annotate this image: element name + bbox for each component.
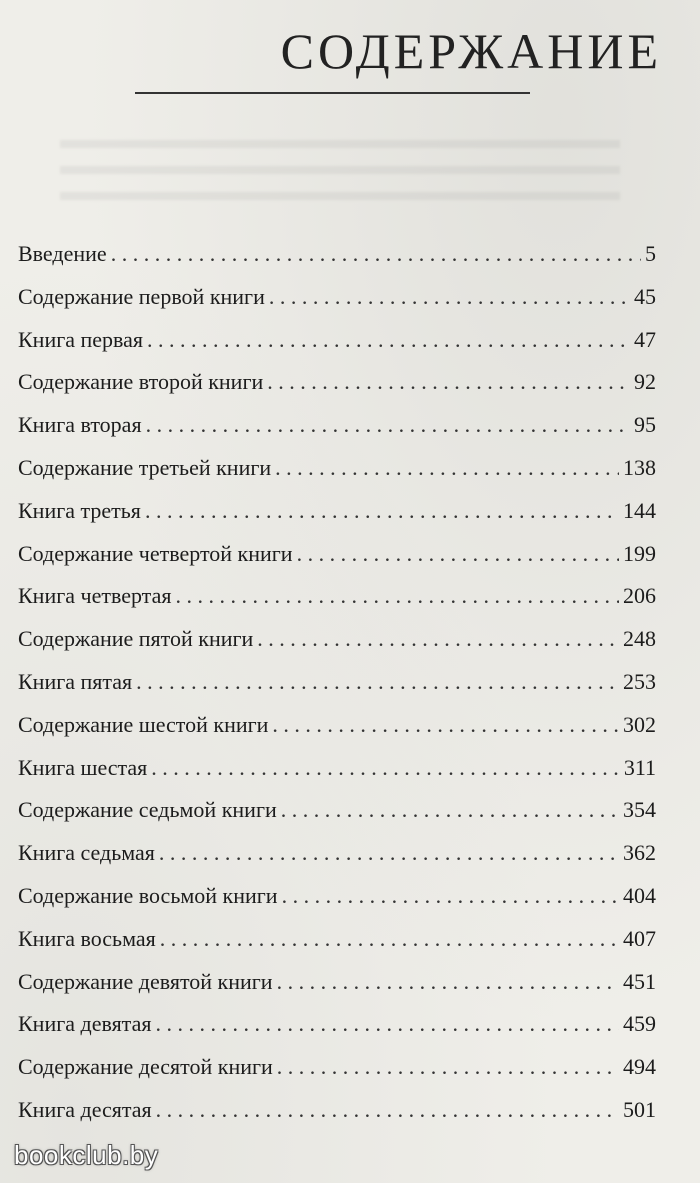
toc-entry [18,752,656,795]
toc-entry-page: 302 [623,711,656,737]
toc-entry-page: 354 [623,797,656,823]
toc-entry-page: 47 [634,326,656,352]
toc-entry-title: Книга первая [18,326,144,352]
dot-leader [277,966,619,998]
dot-leader [111,238,641,270]
title-underline [135,92,530,94]
table-of-contents [18,238,656,1137]
toc-entry-page: 248 [623,626,656,652]
toc-entry [18,880,656,923]
toc-entry-title: Содержание восьмой книги [18,882,278,908]
toc-entry [18,623,656,666]
toc-entry-page: 501 [623,1096,656,1122]
toc-entry-page: 206 [623,583,656,609]
toc-entry [18,366,656,409]
toc-entry-title: Содержание третьей книги [18,454,272,480]
dot-leader [145,495,619,527]
toc-entry [18,837,656,880]
dot-leader [281,794,619,826]
toc-entry-title: Книга вторая [18,412,142,438]
dot-leader [275,452,619,484]
toc-entry [18,324,656,367]
toc-entry-title: Книга десятая [18,1096,152,1122]
toc-entry-title: Книга четвертая [18,583,172,609]
toc-entry-title: Содержание шестой книги [18,711,269,737]
dot-leader [147,324,630,356]
toc-entry [18,495,656,538]
toc-entry-page: 95 [634,412,656,438]
toc-entry [18,666,656,709]
toc-entry-page: 407 [623,925,656,951]
toc-entry [18,966,656,1009]
toc-entry-page: 92 [634,369,656,395]
toc-entry-page: 451 [623,968,656,994]
dot-leader [156,1094,619,1126]
toc-entry [18,580,656,623]
toc-entry-page: 362 [623,840,656,866]
dot-leader [297,538,619,570]
toc-entry-page: 253 [623,668,656,694]
toc-entry-page: 494 [623,1054,656,1080]
toc-entry-title: Содержание первой книги [18,283,265,309]
toc-entry-page: 459 [623,1011,656,1037]
toc-entry-page: 311 [623,754,656,780]
toc-entry-title: Книга восьмая [18,925,156,951]
toc-entry [18,238,656,281]
toc-entry [18,452,656,495]
toc-entry-title: Содержание девятой книги [18,968,273,994]
dot-leader [146,409,630,441]
toc-entry [18,1094,656,1137]
dot-leader [151,752,620,784]
site-watermark: bookclub.by [14,1140,159,1170]
dot-leader [277,1051,619,1083]
toc-entry [18,794,656,837]
toc-entry-title: Книга шестая [18,754,148,780]
dot-leader [269,281,630,313]
toc-entry-title: Содержание четвертой книги [18,540,293,566]
toc-entry-page: 404 [623,882,656,908]
toc-entry [18,409,656,452]
toc-entry-title: Содержание седьмой книги [18,797,277,823]
toc-entry-title: Книга девятая [18,1011,152,1037]
dot-leader [257,623,619,655]
dot-leader [267,366,630,398]
dot-leader [272,709,619,741]
toc-entry-page: 45 [634,283,656,309]
toc-entry-page: 199 [623,540,656,566]
bleed-through-text [60,128,620,208]
dot-leader [282,880,619,912]
toc-entry-title: Содержание десятой книги [18,1054,273,1080]
dot-leader [159,837,619,869]
toc-entry-title: Содержание пятой книги [18,626,254,652]
toc-entry [18,1051,656,1094]
toc-entry-page: 144 [623,497,656,523]
dot-leader [155,1008,619,1040]
toc-entry-title: Книга третья [18,497,141,523]
toc-entry-title: Книга пятая [18,668,133,694]
toc-entry-page: 5 [645,241,656,266]
toc-entry [18,1008,656,1051]
toc-entry-title: Введение [18,241,107,266]
page-title: СОДЕРЖАНИЕ [280,23,662,79]
dot-leader [175,580,619,612]
toc-entry [18,923,656,966]
toc-entry-page: 138 [623,454,656,480]
toc-entry [18,281,656,324]
toc-entry [18,538,656,581]
toc-entry-title: Книга седьмая [18,840,155,866]
toc-entry [18,709,656,752]
dot-leader [136,666,619,698]
toc-entry-title: Содержание второй книги [18,369,264,395]
dot-leader [160,923,619,955]
